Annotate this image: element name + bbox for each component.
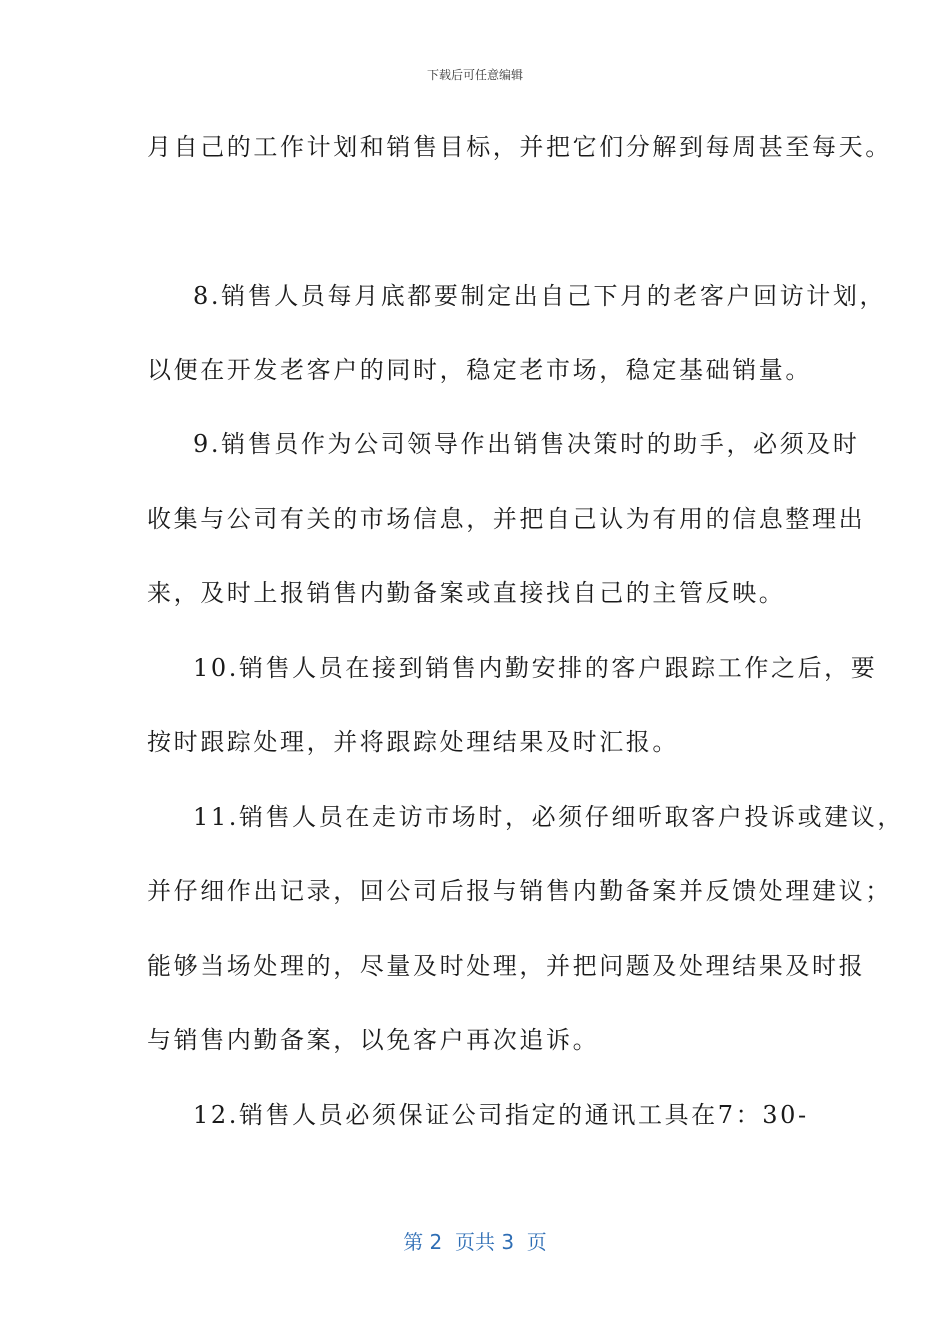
paragraph-line: 12.销售人员必须保证公司指定的通讯工具在7：30- xyxy=(193,1101,809,1129)
paragraph-line: 按时跟踪处理，并将跟踪处理结果及时汇报。 xyxy=(147,728,679,756)
paragraph-line: 以便在开发老客户的同时，稳定老市场，稳定基础销量。 xyxy=(147,356,812,384)
paragraph-line: 10.销售人员在接到销售内勤安排的客户跟踪工作之后，要 xyxy=(193,654,878,682)
paragraph-line: 来，及时上报销售内勤备案或直接找自己的主管反映。 xyxy=(147,579,786,607)
paragraph-line: 月自己的工作计划和销售目标，并把它们分解到每周甚至每天。 xyxy=(147,133,892,161)
paragraph-line: 9.销售员作为公司领导作出销售决策时的助手，必须及时 xyxy=(193,430,860,458)
header-note: 下载后可任意编辑 xyxy=(426,68,523,82)
paragraph-line: 能够当场处理的，尽量及时处理，并把问题及处理结果及时报 xyxy=(147,952,866,980)
page-number: 第 2 页共 3 页 xyxy=(403,1230,547,1254)
paragraph-line: 与销售内勤备案，以免客户再次追诉。 xyxy=(147,1026,600,1054)
paragraph-line: 收集与公司有关的市场信息，并把自己认为有用的信息整理出 xyxy=(147,505,866,533)
paragraph-line: 11.销售人员在走访市场时，必须仔细听取客户投诉或建议， xyxy=(193,803,904,831)
paragraph-line: 并仔细作出记录，回公司后报与销售内勤备案并反馈处理建议； xyxy=(147,877,892,905)
paragraph-line: 8.销售人员每月底都要制定出自己下月的老客户回访计划， xyxy=(193,282,887,310)
